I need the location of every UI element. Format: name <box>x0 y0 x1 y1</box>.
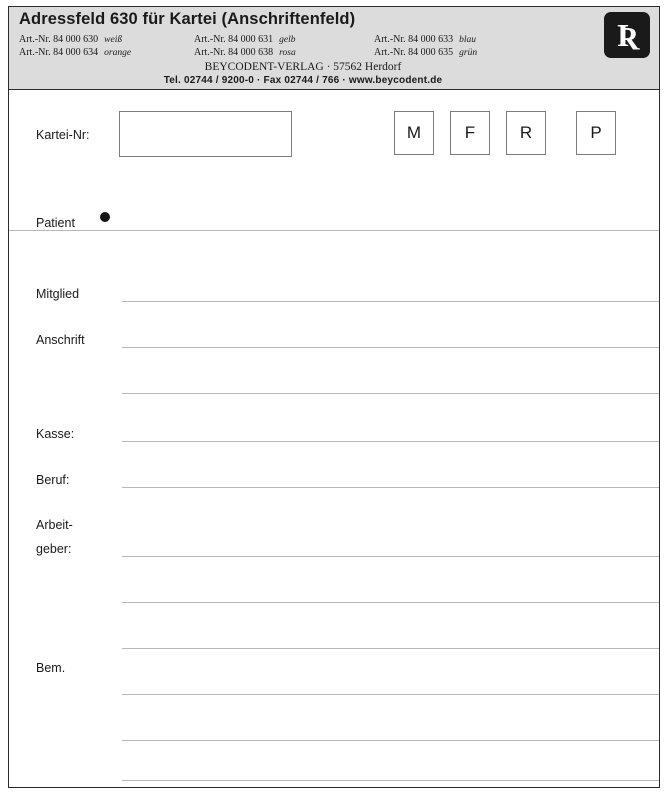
article-number: Art.-Nr. 84 000 633 <box>374 34 454 45</box>
article-number: Art.-Nr. 84 000 635 <box>374 47 454 58</box>
article-color: grün <box>459 48 478 58</box>
page-title: Adressfeld 630 für Kartei (Anschriftenfeld) <box>19 10 356 28</box>
contact-line: Tel. 02744 / 9200-0 · Fax 02744 / 766 · www.beycodent.de <box>163 75 443 86</box>
document-header <box>9 7 659 90</box>
article-color: gelb <box>279 35 296 45</box>
field-rule-arbeitgeber-2[interactable] <box>122 602 659 603</box>
article-color: blau <box>459 35 477 45</box>
article-entry <box>194 47 374 59</box>
kartei-nr-label: Kartei-Nr: <box>36 128 90 142</box>
field-label-arbeitgeber-line1: Arbeit- <box>36 518 73 532</box>
publisher-line: BEYCODENT-VERLAG · 57562 Herdorf <box>204 61 402 73</box>
checkbox-r[interactable]: R <box>506 111 546 155</box>
field-rule-patient[interactable] <box>9 230 659 231</box>
checkbox-p[interactable]: P <box>576 111 616 155</box>
article-color: rosa <box>279 48 296 58</box>
article-entry <box>19 34 194 46</box>
article-entry <box>374 34 539 46</box>
form-body <box>9 90 659 787</box>
article-row <box>19 34 539 46</box>
article-entry <box>194 34 374 46</box>
field-rule-beruf[interactable] <box>122 487 659 488</box>
article-entry <box>19 47 194 59</box>
article-number: Art.-Nr. 84 000 630 <box>19 34 99 45</box>
checkbox-m[interactable]: M <box>394 111 434 155</box>
field-label-mitglied: Mitglied <box>36 287 80 301</box>
article-number-grid <box>19 34 539 60</box>
field-rule-anschrift-2[interactable] <box>122 393 659 394</box>
field-rule-bemerkung-2[interactable] <box>122 740 659 741</box>
form-sheet <box>8 6 660 788</box>
field-rule-arbeitgeber-1[interactable] <box>122 556 659 557</box>
article-number: Art.-Nr. 84 000 631 <box>194 34 274 45</box>
bullet-marker-icon <box>100 212 110 222</box>
field-label-kasse: Kasse: <box>36 427 75 441</box>
field-label-beruf: Beruf: <box>36 473 70 487</box>
field-rule-bemerkung-3[interactable] <box>122 780 659 781</box>
beycodent-logo <box>604 12 650 58</box>
article-row <box>19 47 539 59</box>
field-label-anschrift: Anschrift <box>36 333 85 347</box>
article-color: weiß <box>104 35 123 45</box>
field-rule-anschrift-1[interactable] <box>122 347 659 348</box>
field-rule-bemerkung-1[interactable] <box>122 694 659 695</box>
article-number: Art.-Nr. 84 000 638 <box>194 47 274 58</box>
field-rule-arbeitgeber-3[interactable] <box>122 648 659 649</box>
field-rule-mitglied[interactable] <box>122 301 659 302</box>
field-rule-kasse[interactable] <box>122 441 659 442</box>
article-color: orange <box>104 48 132 58</box>
kartei-nr-input[interactable] <box>119 111 292 157</box>
field-label-arbeitgeber-line2: geber: <box>36 542 72 556</box>
field-label-patient: Patient <box>36 216 75 230</box>
article-number: Art.-Nr. 84 000 634 <box>19 47 99 58</box>
logo-glyph: Ʀ <box>617 17 637 53</box>
field-label-bemerkung: Bem. <box>36 661 66 675</box>
checkbox-f[interactable]: F <box>450 111 490 155</box>
article-entry <box>374 47 539 59</box>
